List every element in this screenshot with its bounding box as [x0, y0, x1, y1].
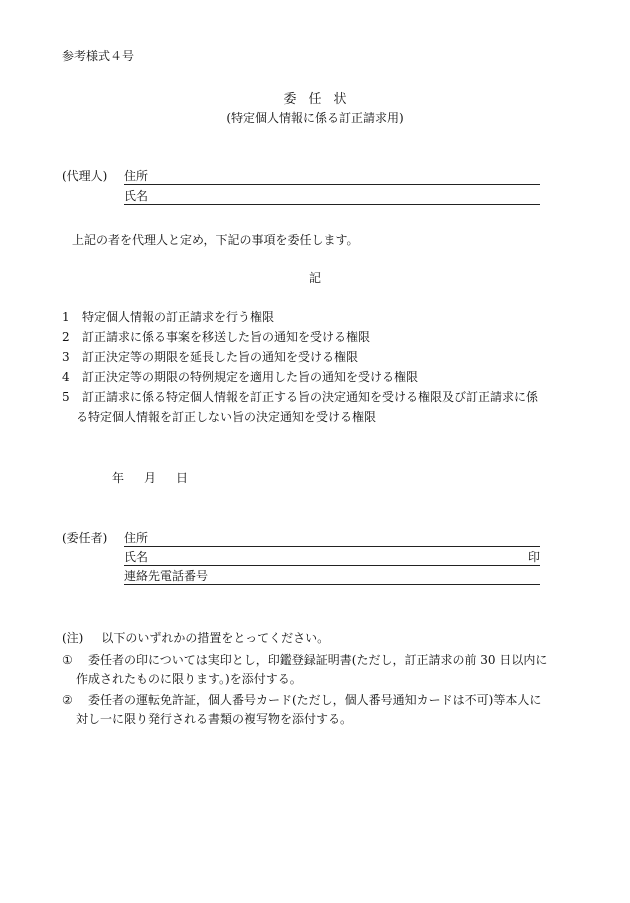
notes-heading	[62, 630, 329, 646]
agent-address-label: 住所	[124, 169, 149, 183]
note-text: 委任者の運転免許証，個人番号カード(ただし，個人番号通知カードは不可)等本人に	[88, 693, 542, 707]
intro-text: 上記の者を代理人と定め，下記の事項を委任します。	[72, 233, 359, 247]
list-item	[62, 309, 274, 325]
item-text: 訂正請求に係る事案を移送した旨の通知を受ける権限	[82, 330, 371, 344]
agent-name-field[interactable]	[124, 188, 540, 205]
document-title: 委任状	[283, 92, 359, 107]
item-number: 2	[62, 330, 70, 344]
list-item	[62, 369, 418, 385]
date-month: 月	[144, 471, 157, 485]
list-item-continuation: る特定個人情報を訂正しない旨の決定通知を受ける権限	[76, 410, 377, 424]
principal-phone-field[interactable]	[124, 568, 540, 585]
list-item	[62, 389, 538, 405]
principal-name-label: 氏名	[124, 550, 149, 564]
item-text: 特定個人情報の訂正請求を行う権限	[82, 310, 275, 324]
principal-phone-label: 連絡先電話番号	[124, 569, 209, 583]
notes-label: (注)	[62, 631, 84, 645]
date-day: 日	[176, 471, 189, 485]
item-text: 訂正決定等の期限を延長した旨の通知を受ける権限	[82, 350, 359, 364]
note-text: 委任者の印については実印とし，印鑑登録証明書(ただし，訂正請求の前 30 日以内に	[88, 653, 548, 667]
agent-role-label: (代理人)	[62, 169, 108, 183]
principal-name-field[interactable]	[124, 549, 540, 566]
note-mark: ①	[62, 653, 73, 667]
note-continuation: 作成されたものに限ります。)を添付する。	[76, 672, 302, 686]
agent-name-label: 氏名	[124, 189, 149, 203]
form-number: 参考様式４号	[62, 49, 135, 63]
seal-mark: 印	[527, 550, 540, 564]
list-item	[62, 349, 358, 365]
note-continuation: 対し一に限り発行される書類の複写物を添付する。	[76, 712, 353, 726]
item-number: 1	[62, 310, 70, 324]
ki-heading: 記	[308, 271, 321, 285]
note-mark: ②	[62, 693, 73, 707]
item-number: 5	[62, 390, 70, 404]
date-line	[112, 470, 188, 486]
item-number: 3	[62, 350, 70, 364]
note-item	[62, 692, 541, 708]
note-item	[62, 652, 547, 668]
document-subtitle: (特定個人情報に係る訂正請求用)	[226, 111, 404, 125]
principal-address-field[interactable]	[124, 530, 540, 547]
item-text: 訂正請求に係る特定個人情報を訂正する旨の決定通知を受ける権限及び訂正請求に係	[82, 390, 539, 404]
date-year: 年	[112, 471, 125, 485]
principal-address-label: 住所	[124, 531, 149, 545]
item-text: 訂正決定等の期限の特例規定を適用した旨の通知を受ける権限	[82, 370, 419, 384]
notes-heading-text: 以下のいずれかの措置をとってください。	[101, 631, 330, 645]
list-item	[62, 329, 370, 345]
agent-address-field[interactable]	[124, 168, 540, 185]
principal-role-label: (委任者)	[62, 531, 108, 545]
item-number: 4	[62, 370, 70, 384]
